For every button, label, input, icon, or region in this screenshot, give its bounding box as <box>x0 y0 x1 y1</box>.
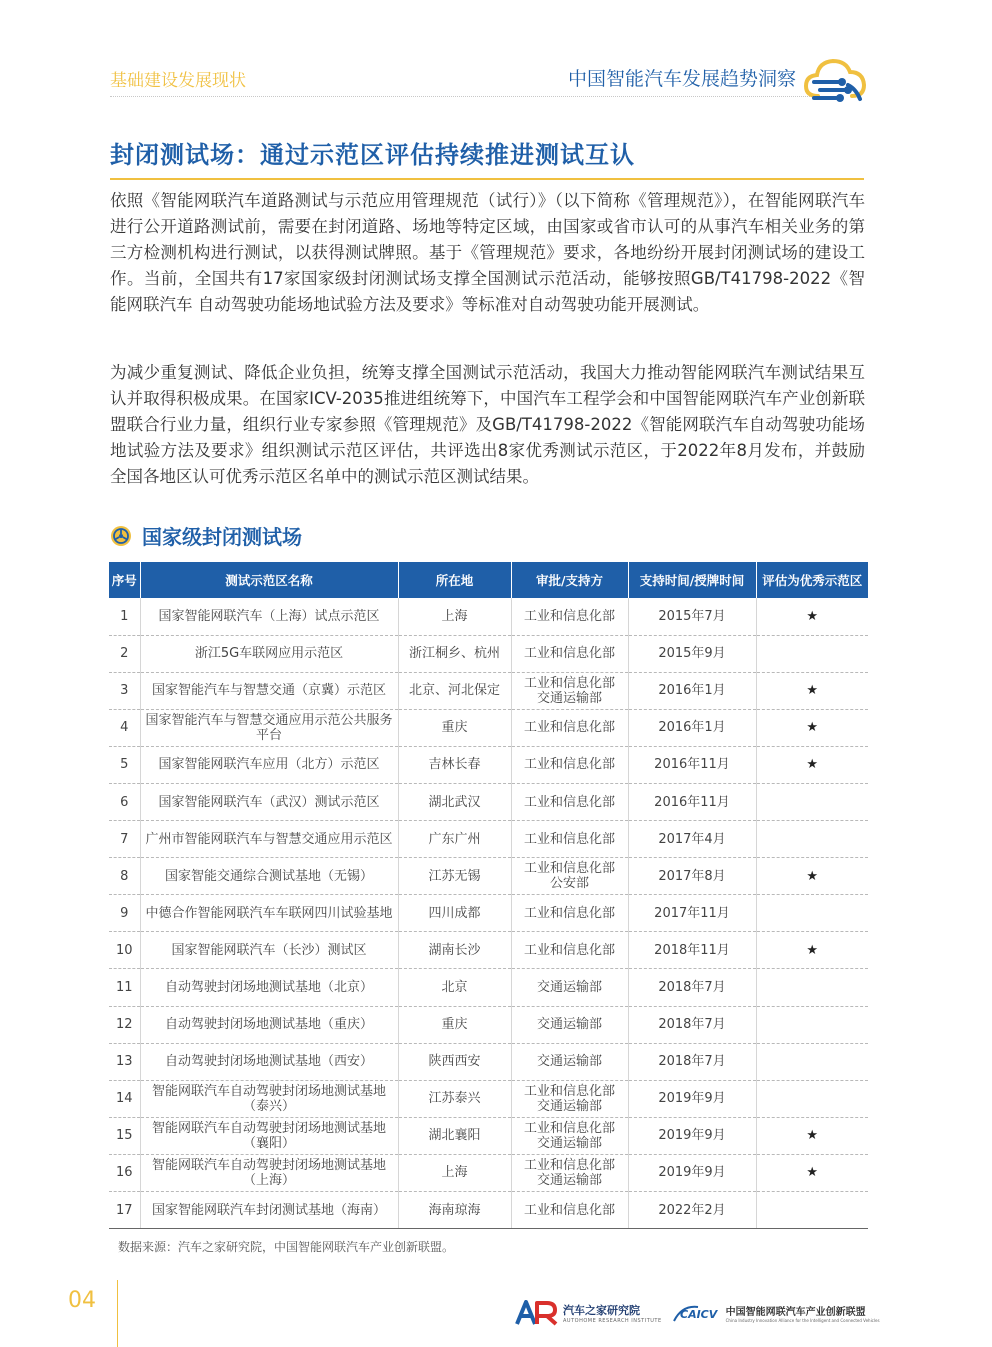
location-cell <box>398 1080 511 1117</box>
row-index-cell <box>109 821 140 858</box>
ar-logo-subtitle: AUTOHOME RESEARCH INSTITUTE <box>563 1318 662 1324</box>
row-index-cell <box>109 1043 140 1080</box>
column-header: 支持时间/授牌时间 <box>628 562 756 598</box>
site-name-cell <box>140 821 398 858</box>
cell-text: 工业和信息化部 <box>523 794 615 810</box>
cell-text: 国家智能汽车与智慧交通应用示范公共服务平台 <box>145 712 393 743</box>
cell-text: 湖北武汉 <box>428 794 481 810</box>
cell-text: 8 <box>120 868 129 884</box>
cell-text: 工业和信息化部 <box>523 905 615 921</box>
cell-text: 国家智能网联汽车（上海）试点示范区 <box>158 608 380 624</box>
table-header-row <box>109 562 868 598</box>
cell-text: 智能网联汽车自动驾驶封闭场地测试基地（襄阳） <box>151 1120 386 1151</box>
star-icon: ★ <box>806 868 819 884</box>
date-cell <box>628 932 756 969</box>
cell-text: 2016年11月 <box>654 794 730 810</box>
cell-text: 广东广州 <box>428 831 481 847</box>
row-index-cell <box>109 1117 140 1154</box>
cell-text: 13 <box>115 1054 133 1070</box>
excellent-rating-cell <box>756 598 868 635</box>
date-cell <box>628 672 756 709</box>
excellent-rating-cell <box>756 1043 868 1080</box>
cell-text: 2019年9月 <box>658 1165 726 1181</box>
cell-text: 工业和信息化部 <box>523 1157 615 1173</box>
site-name-cell <box>140 709 398 746</box>
table-row <box>109 895 868 932</box>
approver-cell <box>511 783 628 820</box>
site-name-cell <box>140 1080 398 1117</box>
cell-text: 工业和信息化部 <box>523 675 615 691</box>
cell-text: 2019年9月 <box>658 1128 726 1144</box>
steering-wheel-icon <box>110 525 132 547</box>
test-sites-table <box>109 562 868 1229</box>
header-divider <box>110 96 830 97</box>
row-index-cell <box>109 969 140 1006</box>
caicv-logo-icon <box>672 1303 722 1323</box>
cell-text: 国家智能交通综合测试基地（无锡） <box>164 868 373 884</box>
location-cell <box>398 1006 511 1043</box>
cell-text: 14 <box>115 1091 133 1107</box>
cell-text: 重庆 <box>441 720 468 736</box>
approver-cell <box>511 858 628 895</box>
autohome-research-logo <box>515 1300 662 1326</box>
date-cell <box>628 1080 756 1117</box>
ar-logo-icon <box>515 1300 559 1326</box>
cell-text: 国家智能网联汽车（武汉）测试示范区 <box>158 794 380 810</box>
cell-text: 11 <box>115 979 133 995</box>
approver-cell <box>511 1006 628 1043</box>
row-index-cell <box>109 709 140 746</box>
cell-text: 国家智能网联汽车（长沙）测试区 <box>171 942 367 958</box>
cell-text: 12 <box>115 1017 133 1033</box>
excellent-rating-cell <box>756 783 868 820</box>
row-index-cell <box>109 1192 140 1229</box>
cell-text: 陕西西安 <box>428 1054 481 1070</box>
approver-cell <box>511 932 628 969</box>
location-cell <box>398 746 511 783</box>
caicv-logo <box>672 1303 880 1323</box>
approver-cell <box>511 598 628 635</box>
cell-text: 15 <box>115 1128 133 1144</box>
column-header: 所在地 <box>398 562 511 598</box>
date-cell <box>628 1043 756 1080</box>
cell-text: 上海 <box>441 1165 468 1181</box>
excellent-rating-cell <box>756 709 868 746</box>
site-name-cell <box>140 932 398 969</box>
site-name-cell <box>140 858 398 895</box>
row-index-cell <box>109 895 140 932</box>
approver-cell <box>511 969 628 1006</box>
star-icon: ★ <box>806 1128 819 1144</box>
column-header: 审批/支持方 <box>511 562 628 598</box>
date-cell <box>628 709 756 746</box>
date-cell <box>628 895 756 932</box>
approver-cell <box>511 672 628 709</box>
excellent-rating-cell <box>756 1117 868 1154</box>
excellent-rating-cell <box>756 821 868 858</box>
cell-text: 工业和信息化部 <box>523 608 615 624</box>
site-name-cell <box>140 895 398 932</box>
section-label: 基础建设发展现状 <box>110 71 246 91</box>
cell-text: 4 <box>120 720 129 736</box>
table-row <box>109 598 868 635</box>
location-cell <box>398 1154 511 1191</box>
cell-text: 2022年2月 <box>658 1202 726 1218</box>
cell-text: 3 <box>120 683 129 699</box>
approver-cell <box>511 821 628 858</box>
star-icon: ★ <box>806 1165 819 1181</box>
table-row <box>109 1192 868 1229</box>
site-name-cell <box>140 598 398 635</box>
site-name-cell <box>140 672 398 709</box>
cell-text: 交通运输部 <box>536 690 602 706</box>
report-title: 中国智能汽车发展趋势洞察 <box>567 68 796 90</box>
cell-text: 交通运输部 <box>536 1017 602 1033</box>
location-cell <box>398 969 511 1006</box>
cell-text: 2 <box>120 646 129 662</box>
table-row <box>109 858 868 895</box>
row-index-cell <box>109 932 140 969</box>
cell-text: 广州市智能网联汽车与智慧交通应用示范区 <box>145 831 393 847</box>
star-icon: ★ <box>806 942 819 958</box>
cell-text: 浙江桐乡、杭州 <box>408 646 500 662</box>
cell-text: 国家智能网联汽车封闭测试基地（海南） <box>151 1202 386 1218</box>
data-source-note: 数据来源：汽车之家研究院，中国智能网联汽车产业创新联盟。 <box>118 1240 455 1254</box>
cell-text: 自动驾驶封闭场地测试基地（西安） <box>164 1054 373 1070</box>
approver-cell <box>511 1117 628 1154</box>
cell-text: 9 <box>120 905 129 921</box>
page-title: 封闭测试场：通过示范区评估持续推进测试互认 <box>110 141 635 169</box>
date-cell <box>628 1117 756 1154</box>
location-cell <box>398 598 511 635</box>
approver-cell <box>511 746 628 783</box>
date-cell <box>628 783 756 820</box>
cell-text: 工业和信息化部 <box>523 720 615 736</box>
cell-text: 2015年7月 <box>658 608 726 624</box>
excellent-rating-cell <box>756 969 868 1006</box>
site-name-cell <box>140 1006 398 1043</box>
cell-text: 2018年7月 <box>658 1017 726 1033</box>
mutual-recognition-paragraph: 为减少重复测试、降低企业负担，统筹支撑全国测试示范活动，我国大力推动智能网联汽车测试结果互认并取得积极成果。在国家ICV-2035推进组统筹下，中国汽车工程学会和中国智能网联汽车产业创新联盟联合行业力量，组织行业专家参照《管理规范》及GB/T41798-2022《智能网联汽车自动驾驶功能场地试验方法及要求》组织测试示范区评估，共评选出8家优秀测试示范区，于2022年8月发布，并鼓励全国各地区认可优秀示范区名单中的测试示范区测试结果。 <box>110 363 865 486</box>
approver-cell <box>511 709 628 746</box>
cell-text: 国家智能汽车与智慧交通（京冀）示范区 <box>151 683 386 699</box>
approver-cell <box>511 895 628 932</box>
table-row <box>109 1080 868 1117</box>
cell-text: 北京 <box>441 979 468 995</box>
site-name-cell <box>140 746 398 783</box>
cell-text: 中德合作智能网联汽车车联网四川试验基地 <box>145 905 393 921</box>
row-index-cell <box>109 635 140 672</box>
cell-text: 浙江5G车联网应用示范区 <box>194 646 344 662</box>
site-name-cell <box>140 783 398 820</box>
cell-text: 工业和信息化部 <box>523 1083 615 1099</box>
table-row <box>109 746 868 783</box>
location-cell <box>398 895 511 932</box>
cell-text: 自动驾驶封闭场地测试基地（北京） <box>164 979 373 995</box>
cell-text: 2018年7月 <box>658 979 726 995</box>
date-cell <box>628 1006 756 1043</box>
location-cell <box>398 1192 511 1229</box>
cloud-network-icon <box>800 52 870 112</box>
page-number: 04 <box>68 1288 96 1313</box>
location-cell <box>398 932 511 969</box>
excellent-rating-cell <box>756 1154 868 1191</box>
approver-cell <box>511 635 628 672</box>
column-header: 序号 <box>109 562 140 598</box>
location-cell <box>398 1043 511 1080</box>
excellent-rating-cell <box>756 932 868 969</box>
cell-text: 7 <box>120 831 129 847</box>
row-index-cell <box>109 672 140 709</box>
cell-text: 16 <box>115 1165 133 1181</box>
cell-text: 自动驾驶封闭场地测试基地（重庆） <box>164 1017 373 1033</box>
approver-cell <box>511 1192 628 1229</box>
caicv-logo-subtitle: China Industry Innovation Alliance for the Intelligent and Connected Vehicles <box>725 1318 880 1323</box>
excellent-rating-cell <box>756 635 868 672</box>
excellent-rating-cell <box>756 895 868 932</box>
cell-text: 智能网联汽车自动驾驶封闭场地测试基地（上海） <box>151 1157 386 1188</box>
date-cell <box>628 821 756 858</box>
row-index-cell <box>109 1154 140 1191</box>
table-heading-text: 国家级封闭测试场 <box>142 525 302 549</box>
cell-text: 工业和信息化部 <box>523 831 615 847</box>
column-header: 测试示范区名称 <box>140 562 398 598</box>
cell-text: 2015年9月 <box>658 646 726 662</box>
cell-text: 工业和信息化部 <box>523 942 615 958</box>
location-cell <box>398 821 511 858</box>
footer-logos <box>515 1300 880 1326</box>
cell-text: 北京、河北保定 <box>408 683 500 699</box>
site-name-cell <box>140 1192 398 1229</box>
location-cell <box>398 709 511 746</box>
cell-text: 江苏泰兴 <box>428 1091 481 1107</box>
cell-text: 交通运输部 <box>536 1172 602 1188</box>
intro-paragraph: 依照《智能网联汽车道路测试与示范应用管理规范（试行）》（以下简称《管理规范》），在智能网联汽车进行公开道路测试前，需要在封闭道路、场地等特定区域，由国家或省市认可的从事汽车相关业务的第三方检测机构进行测试，以获得测试牌照。基于《管理规范》要求，各地纷纷开展封闭测试场的建设工作。当前，全国共有17家国家级封闭测试场支撑全国测试示范活动，能够按照GB/T41798-2022《智能网联汽车 自动驾驶功能场地试验方法及要求》等标准对自动驾驶功能开展测试。 <box>110 191 865 314</box>
cell-text: 交通运输部 <box>536 979 602 995</box>
cell-text: 湖北襄阳 <box>428 1128 481 1144</box>
cell-text: 2019年9月 <box>658 1091 726 1107</box>
star-icon: ★ <box>806 757 819 773</box>
location-cell <box>398 1117 511 1154</box>
date-cell <box>628 1192 756 1229</box>
cell-text: 2016年1月 <box>658 683 726 699</box>
cell-text: 6 <box>120 794 129 810</box>
cell-text: 交通运输部 <box>536 1098 602 1114</box>
row-index-cell <box>109 858 140 895</box>
cell-text: 工业和信息化部 <box>523 757 615 773</box>
location-cell <box>398 858 511 895</box>
row-index-cell <box>109 1080 140 1117</box>
location-cell <box>398 783 511 820</box>
cell-text: 上海 <box>441 608 468 624</box>
row-index-cell <box>109 1006 140 1043</box>
row-index-cell <box>109 746 140 783</box>
cell-text: 2018年11月 <box>654 942 730 958</box>
cell-text: 2016年11月 <box>654 757 730 773</box>
row-index-cell <box>109 783 140 820</box>
table-heading <box>110 521 302 550</box>
date-cell <box>628 1154 756 1191</box>
row-index-cell <box>109 598 140 635</box>
cell-text: 1 <box>120 608 129 624</box>
table-row <box>109 969 868 1006</box>
cell-text: 工业和信息化部 <box>523 646 615 662</box>
cell-text: 2016年1月 <box>658 720 726 736</box>
star-icon: ★ <box>806 608 819 624</box>
date-cell <box>628 635 756 672</box>
cell-text: 工业和信息化部 <box>523 861 615 877</box>
cell-text: 海南琼海 <box>428 1202 481 1218</box>
site-name-cell <box>140 1117 398 1154</box>
cell-text: 2017年8月 <box>658 868 726 884</box>
excellent-rating-cell <box>756 1006 868 1043</box>
cell-text: 智能网联汽车自动驾驶封闭场地测试基地（泰兴） <box>151 1083 386 1114</box>
excellent-rating-cell <box>756 1080 868 1117</box>
cell-text: 工业和信息化部 <box>523 1120 615 1136</box>
ar-logo-name: 汽车之家研究院 <box>563 1304 640 1317</box>
approver-cell <box>511 1043 628 1080</box>
approver-cell <box>511 1080 628 1117</box>
title-underline <box>110 178 864 180</box>
excellent-rating-cell <box>756 1192 868 1229</box>
star-icon: ★ <box>806 720 819 736</box>
excellent-rating-cell <box>756 746 868 783</box>
caicv-logo-mark-text: CAICV <box>679 1308 717 1321</box>
cell-text: 国家智能网联汽车应用（北方）示范区 <box>158 757 380 773</box>
cell-text: 公安部 <box>549 876 589 892</box>
cell-text: 江苏无锡 <box>428 868 481 884</box>
table-row <box>109 821 868 858</box>
cell-text: 5 <box>120 757 129 773</box>
table-row <box>109 672 868 709</box>
cell-text: 2018年7月 <box>658 1054 726 1070</box>
location-cell <box>398 635 511 672</box>
site-name-cell <box>140 1154 398 1191</box>
date-cell <box>628 746 756 783</box>
cell-text: 工业和信息化部 <box>523 1202 615 1218</box>
cell-text: 17 <box>115 1202 133 1218</box>
cell-text: 交通运输部 <box>536 1135 602 1151</box>
cell-text: 2017年11月 <box>654 905 730 921</box>
table-row <box>109 932 868 969</box>
cell-text: 交通运输部 <box>536 1054 602 1070</box>
table-row <box>109 1006 868 1043</box>
date-cell <box>628 858 756 895</box>
cell-text: 重庆 <box>441 1017 468 1033</box>
table-row <box>109 635 868 672</box>
star-icon: ★ <box>806 683 819 699</box>
date-cell <box>628 598 756 635</box>
excellent-rating-cell <box>756 672 868 709</box>
table-row <box>109 709 868 746</box>
site-name-cell <box>140 969 398 1006</box>
excellent-rating-cell <box>756 858 868 895</box>
approver-cell <box>511 1154 628 1191</box>
table-row <box>109 783 868 820</box>
cell-text: 2017年4月 <box>658 831 726 847</box>
column-header: 评估为优秀示范区 <box>756 562 868 598</box>
site-name-cell <box>140 1043 398 1080</box>
date-cell <box>628 969 756 1006</box>
page-number-divider <box>117 1280 118 1347</box>
cell-text: 湖南长沙 <box>428 942 481 958</box>
cell-text: 10 <box>115 942 133 958</box>
site-name-cell <box>140 635 398 672</box>
table-row <box>109 1043 868 1080</box>
location-cell <box>398 672 511 709</box>
cell-text: 四川成都 <box>428 905 481 921</box>
cell-text: 吉林长春 <box>428 757 481 773</box>
table-row <box>109 1154 868 1191</box>
caicv-logo-name: 中国智能网联汽车产业创新联盟 <box>725 1307 866 1318</box>
table-row <box>109 1117 868 1154</box>
